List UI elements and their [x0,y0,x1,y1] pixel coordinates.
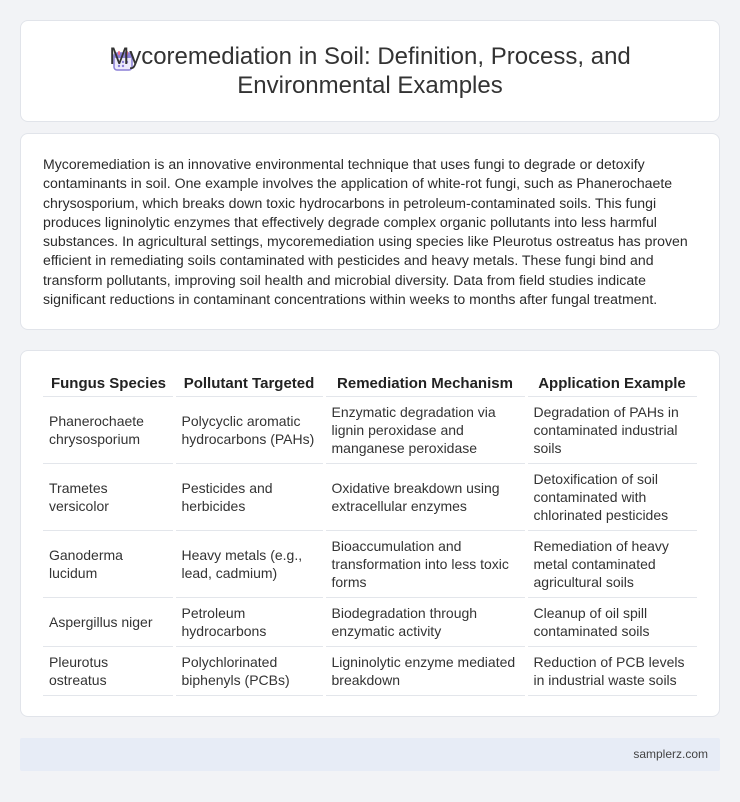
table-cell: Phanerochaete chrysosporium [43,397,174,464]
table-cell: Cleanup of oil spill contaminated soils [526,598,698,647]
table-cell: Ganoderma lucidum [43,531,174,598]
page-title: Mycoremediation in Soil: Definition, Process, and Environmental Examples [109,43,631,99]
footer-site-link[interactable]: samplerz.com [633,747,708,761]
table-cell: Remediation of heavy metal contaminated agricultural soils [526,531,698,598]
column-header: Pollutant Targeted [174,371,324,397]
table-cell: Pesticides and herbicides [174,464,324,531]
table-cell: Bioaccumulation and transformation into less toxic forms [324,531,526,598]
column-header: Remediation Mechanism [324,371,526,397]
header-card [20,20,720,122]
table-cell: Trametes versicolor [43,464,174,531]
table-cell: Heavy metals (e.g., lead, cadmium) [174,531,324,598]
intro-paragraph: Mycoremediation is an innovative environmental technique that uses fungi to degrade or detoxify contaminants in soil. One example involves the application of white-rot fungi, such as Phanerochaete chrysosporium, which breaks down toxic hydrocarbons in petroleum-contaminated soils. This fungi produces ligninolytic enzymes that effectively degrade complex organic pollutants into less harmful substances. In agricultural settings, mycoremediation using species like Pleurotus ostreatus has proven efficient in remediating soils contaminated with pesticides and heavy metals. These fungi bind and transform pollutants, improving soil health and microbial diversity. Data from field studies indicate significant reductions in contaminant concentrations within weeks to months after fungal treatment. [43,156,688,308]
table-row [43,397,698,464]
table-cell: Detoxification of soil contaminated with chlorinated pesticides [526,464,698,531]
table-cell: Enzymatic degradation via lignin peroxidase and manganese peroxidase [324,397,526,464]
table-cell: Polychlorinated biphenyls (PCBs) [174,647,324,696]
fungi-table [43,371,700,696]
intro-card [20,133,720,330]
column-header: Fungus Species [43,371,174,397]
table-cell: Ligninolytic enzyme mediated breakdown [324,647,526,696]
table-card [20,350,720,717]
table-row [43,464,698,531]
column-header: Application Example [526,371,698,397]
table-cell: Polycyclic aromatic hydrocarbons (PAHs) [174,397,324,464]
table-cell: Reduction of PCB levels in industrial waste soils [526,647,698,696]
table-cell: Biodegradation through enzymatic activity [324,598,526,647]
table-cell: Pleurotus ostreatus [43,647,174,696]
table-cell: Degradation of PAHs in contaminated industrial soils [526,397,698,464]
table-cell: Petroleum hydrocarbons [174,598,324,647]
table-cell: Oxidative breakdown using extracellular enzymes [324,464,526,531]
table-row [43,598,698,647]
table-row [43,531,698,598]
table-cell: Aspergillus niger [43,598,174,647]
footer-bar [20,738,720,771]
table-row [43,647,698,696]
table-header-row [43,371,698,397]
